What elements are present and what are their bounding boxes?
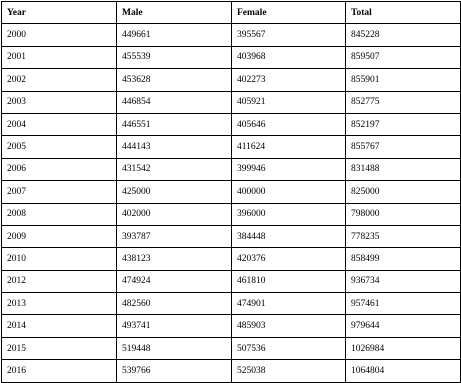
header-row bbox=[2, 2, 461, 24]
female-cell: 400000 bbox=[232, 181, 346, 203]
header-female: Female bbox=[232, 2, 346, 24]
year-cell: 2006 bbox=[2, 158, 117, 180]
table-row bbox=[2, 113, 461, 135]
female-cell: 411624 bbox=[232, 136, 346, 158]
year-cell: 2010 bbox=[2, 248, 117, 270]
total-cell: 979644 bbox=[346, 315, 461, 337]
year-cell: 2008 bbox=[2, 203, 117, 225]
male-cell: 444143 bbox=[117, 136, 232, 158]
year-cell: 2013 bbox=[2, 293, 117, 315]
female-cell: 405921 bbox=[232, 91, 346, 113]
total-cell: 855767 bbox=[346, 136, 461, 158]
table-row bbox=[2, 248, 461, 270]
year-cell: 2012 bbox=[2, 270, 117, 292]
male-cell: 493741 bbox=[117, 315, 232, 337]
year-cell: 2014 bbox=[2, 315, 117, 337]
year-cell: 2003 bbox=[2, 91, 117, 113]
table-row bbox=[2, 24, 461, 46]
female-cell: 399946 bbox=[232, 158, 346, 180]
male-cell: 393787 bbox=[117, 225, 232, 247]
header-male: Male bbox=[117, 2, 232, 24]
year-cell: 2007 bbox=[2, 181, 117, 203]
table-row bbox=[2, 46, 461, 68]
male-cell: 453628 bbox=[117, 69, 232, 91]
table-row bbox=[2, 315, 461, 337]
table-row bbox=[2, 203, 461, 225]
female-cell: 525038 bbox=[232, 360, 346, 382]
table-row bbox=[2, 91, 461, 113]
male-cell: 519448 bbox=[117, 337, 232, 359]
total-cell: 825000 bbox=[346, 181, 461, 203]
total-cell: 936734 bbox=[346, 270, 461, 292]
male-cell: 539766 bbox=[117, 360, 232, 382]
table-row bbox=[2, 337, 461, 359]
table-row bbox=[2, 158, 461, 180]
female-cell: 396000 bbox=[232, 203, 346, 225]
table-header bbox=[2, 2, 461, 24]
female-cell: 405646 bbox=[232, 113, 346, 135]
table-row bbox=[2, 136, 461, 158]
header-year: Year bbox=[2, 2, 117, 24]
female-cell: 461810 bbox=[232, 270, 346, 292]
total-cell: 778235 bbox=[346, 225, 461, 247]
total-cell: 858499 bbox=[346, 248, 461, 270]
female-cell: 420376 bbox=[232, 248, 346, 270]
total-cell: 831488 bbox=[346, 158, 461, 180]
year-cell: 2009 bbox=[2, 225, 117, 247]
female-cell: 403968 bbox=[232, 46, 346, 68]
female-cell: 402273 bbox=[232, 69, 346, 91]
table-body bbox=[2, 24, 461, 382]
table-row bbox=[2, 225, 461, 247]
year-cell: 2002 bbox=[2, 69, 117, 91]
total-cell: 855901 bbox=[346, 69, 461, 91]
male-cell: 446854 bbox=[117, 91, 232, 113]
table-row bbox=[2, 181, 461, 203]
total-cell: 845228 bbox=[346, 24, 461, 46]
female-cell: 395567 bbox=[232, 24, 346, 46]
year-cell: 2005 bbox=[2, 136, 117, 158]
table-row bbox=[2, 360, 461, 382]
year-cell: 2000 bbox=[2, 24, 117, 46]
year-cell: 2004 bbox=[2, 113, 117, 135]
table-row bbox=[2, 69, 461, 91]
male-cell: 474924 bbox=[117, 270, 232, 292]
male-cell: 449661 bbox=[117, 24, 232, 46]
total-cell: 1064804 bbox=[346, 360, 461, 382]
female-cell: 474901 bbox=[232, 293, 346, 315]
total-cell: 859507 bbox=[346, 46, 461, 68]
male-cell: 438123 bbox=[117, 248, 232, 270]
total-cell: 798000 bbox=[346, 203, 461, 225]
table-row bbox=[2, 293, 461, 315]
population-table bbox=[1, 1, 461, 383]
total-cell: 852775 bbox=[346, 91, 461, 113]
male-cell: 446551 bbox=[117, 113, 232, 135]
header-total: Total bbox=[346, 2, 461, 24]
year-cell: 2016 bbox=[2, 360, 117, 382]
year-cell: 2001 bbox=[2, 46, 117, 68]
year-cell: 2015 bbox=[2, 337, 117, 359]
total-cell: 957461 bbox=[346, 293, 461, 315]
female-cell: 507536 bbox=[232, 337, 346, 359]
table-row bbox=[2, 270, 461, 292]
total-cell: 852197 bbox=[346, 113, 461, 135]
female-cell: 384448 bbox=[232, 225, 346, 247]
male-cell: 482560 bbox=[117, 293, 232, 315]
male-cell: 425000 bbox=[117, 181, 232, 203]
female-cell: 485903 bbox=[232, 315, 346, 337]
male-cell: 402000 bbox=[117, 203, 232, 225]
male-cell: 455539 bbox=[117, 46, 232, 68]
male-cell: 431542 bbox=[117, 158, 232, 180]
total-cell: 1026984 bbox=[346, 337, 461, 359]
